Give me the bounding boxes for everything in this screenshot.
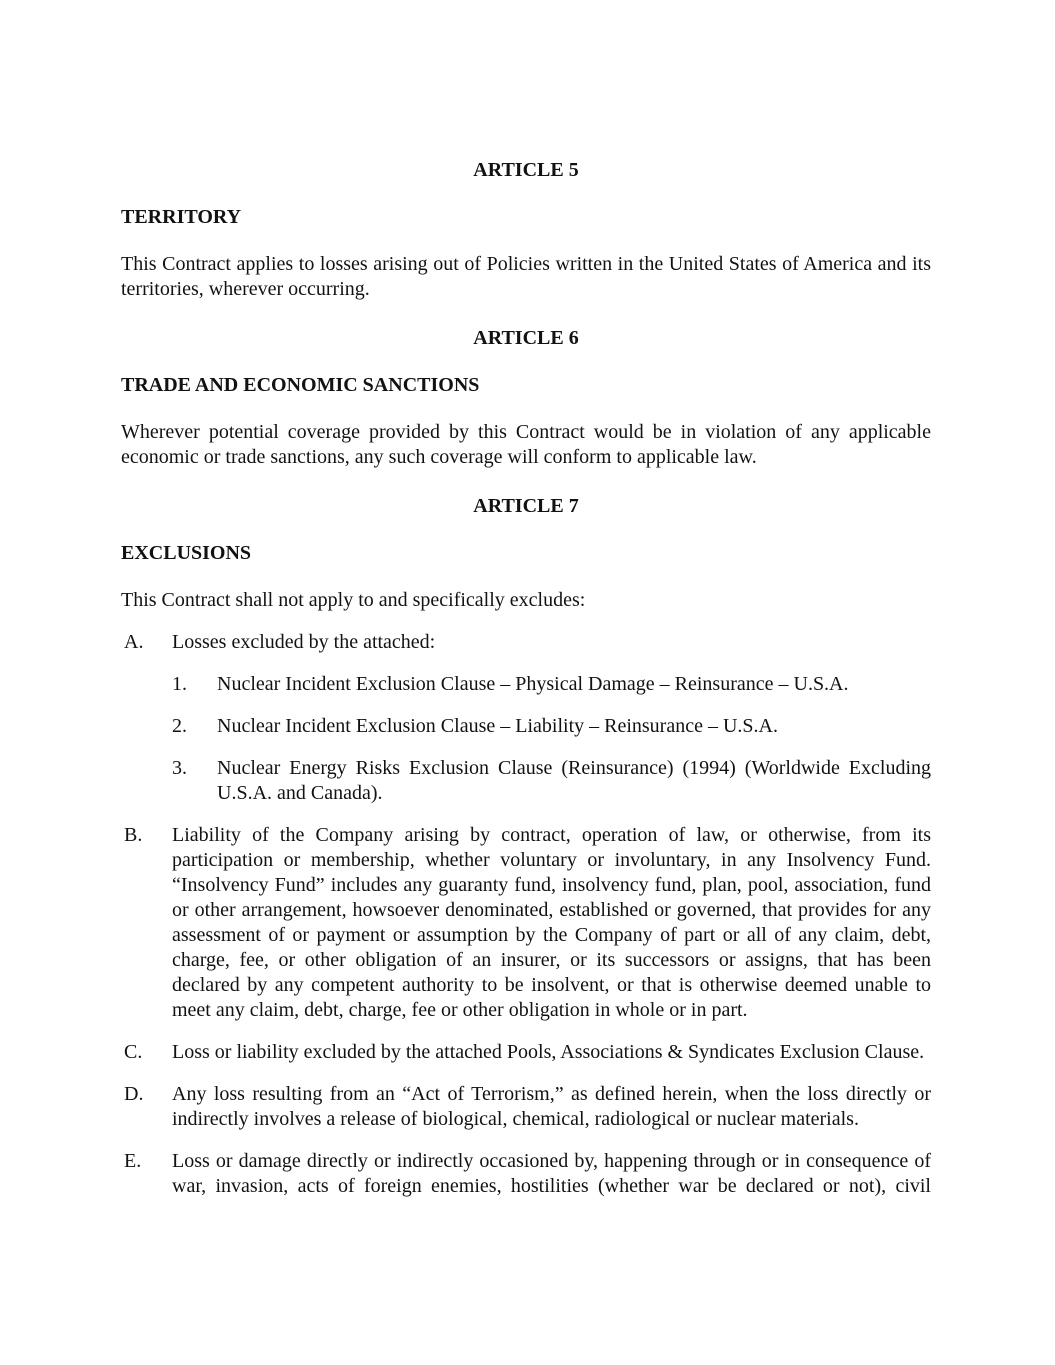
article-5-heading: ARTICLE 5 xyxy=(473,159,579,181)
exclusion-item-b-label: B. xyxy=(124,824,143,846)
exclusion-item-e-label: E. xyxy=(124,1150,142,1172)
exclusions-intro-paragraph: This Contract shall not apply to and specifically excludes: xyxy=(121,589,586,611)
exclusion-item-b-text: Liability of the Company arising by contract, operation of law, or otherwise, from its participation or membership, whether voluntary or involuntary, in any Insolvency Fund. “Insolvency Fund” includes any guaranty fund, insolvency fund, plan, pool, association, fund or other arrangement, howsoever denominated, established or governed, that provides for any assessment of or payment or assumption by the Company of part or all of any claim, debt, charge, fee, or other obligation of an insurer, or its successors or assigns, that has been declared by any competent authority to be insolvent, or that is otherwise deemed unable to meet any claim, debt, charge, fee or other obligation in whole or in part. xyxy=(172,824,931,1021)
exclusion-subitem-2-label: 2. xyxy=(172,715,187,737)
exclusion-item-a-text: Losses excluded by the attached: xyxy=(172,631,436,653)
exclusion-subitem-3-label: 3. xyxy=(172,757,187,779)
exclusion-item-c-body xyxy=(172,1040,931,1065)
exclusion-item-e xyxy=(121,1149,931,1199)
exclusion-item-d-text: Any loss resulting from an “Act of Terrorism,” as defined herein, when the loss directly or indirectly involves a release of biological, chemical, radiological or nuclear materials. xyxy=(172,1083,931,1130)
exclusion-item-a-label: A. xyxy=(124,631,144,653)
exclusion-item-e-text: Loss or damage directly or indirectly occasioned by, happening through or in consequence of war, invasion, acts of foreign enemies, hostilities (whether war be declared or not), civil xyxy=(172,1150,931,1197)
article-6-heading: ARTICLE 6 xyxy=(473,327,579,349)
exclusion-item-c-text: Loss or liability excluded by the attached Pools, Associations & Syndicates Exclusion Clause. xyxy=(172,1041,925,1063)
exclusion-item-c xyxy=(121,1040,931,1065)
exclusions-heading: EXCLUSIONS xyxy=(121,542,252,564)
exclusion-item-d xyxy=(121,1082,931,1132)
exclusion-item-c-label: C. xyxy=(124,1041,143,1063)
exclusion-item-d-body xyxy=(172,1082,931,1132)
exclusion-item-d-label: D. xyxy=(124,1083,144,1105)
exclusion-item-b xyxy=(121,823,931,1023)
trade-sanctions-heading: TRADE AND ECONOMIC SANCTIONS xyxy=(121,374,480,396)
trade-sanctions-paragraph: Wherever potential coverage provided by this Contract would be in violation of any applicable economic or trade sanctions, any such coverage will conform to applicable law. xyxy=(121,421,931,468)
exclusion-subitem-2 xyxy=(172,714,931,739)
article-7-heading: ARTICLE 7 xyxy=(473,495,579,517)
territory-heading: TERRITORY xyxy=(121,206,242,228)
exclusion-subitem-1-text: Nuclear Incident Exclusion Clause – Physical Damage – Reinsurance – U.S.A. xyxy=(217,673,849,695)
exclusion-subitem-1 xyxy=(172,672,931,697)
exclusion-item-b-body xyxy=(172,823,931,1023)
exclusion-item-e-body xyxy=(172,1149,931,1199)
exclusion-subitem-3 xyxy=(172,756,931,806)
territory-paragraph: This Contract applies to losses arising out of Policies written in the United States of America and its territories, wherever occurring. xyxy=(121,253,931,300)
exclusion-item-a-body xyxy=(172,630,931,806)
exclusion-item-a xyxy=(121,630,931,806)
exclusion-subitem-1-label: 1. xyxy=(172,673,187,695)
exclusion-subitem-2-text: Nuclear Incident Exclusion Clause – Liability – Reinsurance – U.S.A. xyxy=(217,715,778,737)
exclusion-subitem-3-text: Nuclear Energy Risks Exclusion Clause (Reinsurance) (1994) (Worldwide Excluding U.S.A. and Canada). xyxy=(217,757,931,804)
